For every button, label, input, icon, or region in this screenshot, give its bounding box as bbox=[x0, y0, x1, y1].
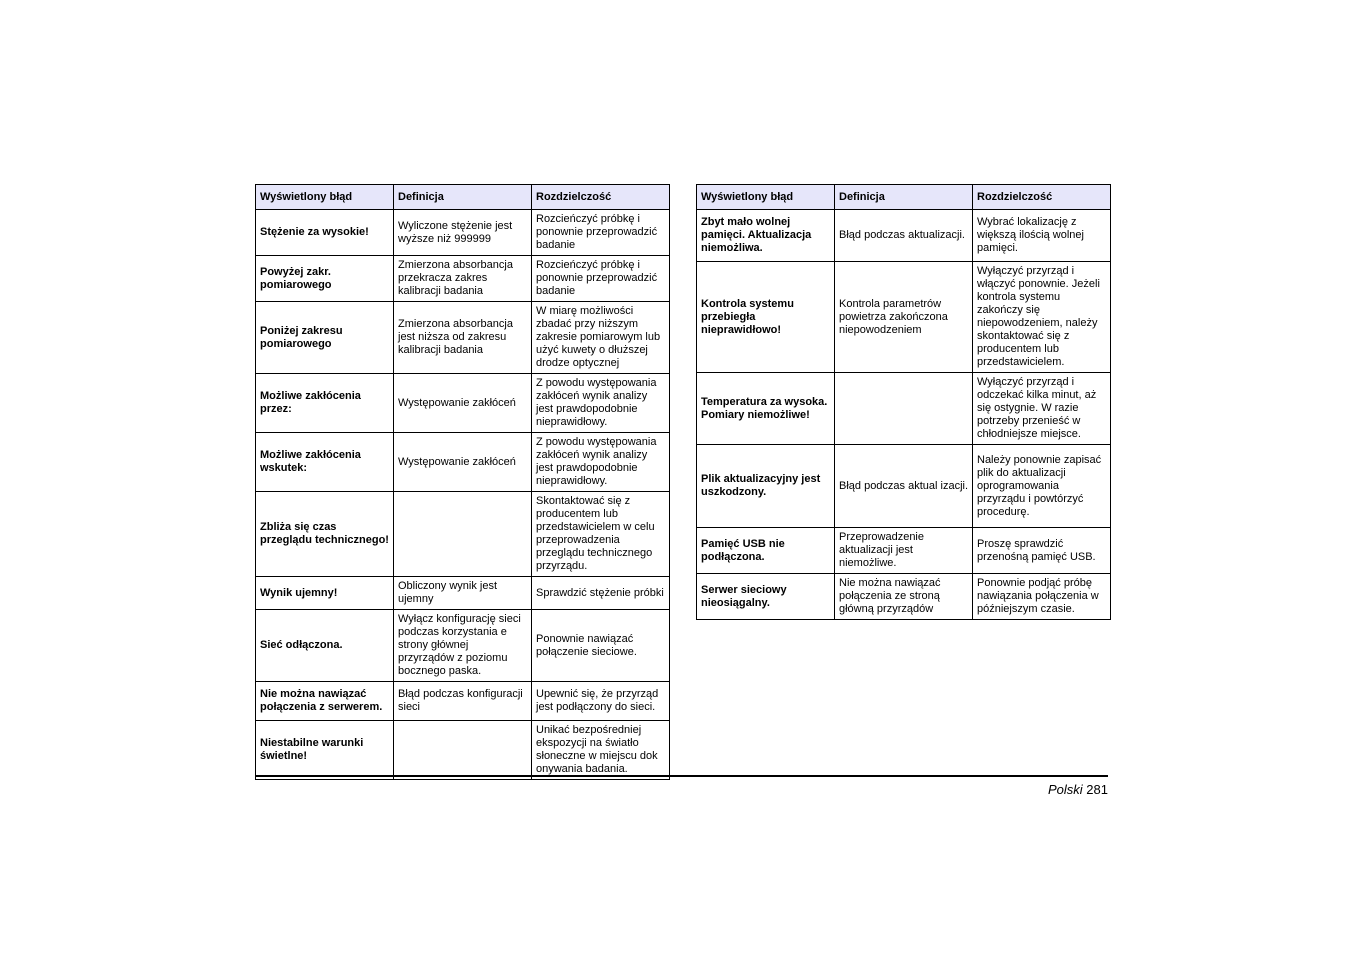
error-cell: Poniżej zakresu pomiarowego bbox=[256, 302, 394, 374]
table-row bbox=[256, 492, 670, 577]
definition-cell: Występowanie zakłóceń bbox=[394, 433, 532, 492]
resolution-cell: W miarę możliwości zbadać przy niższym zakresie pomiarowym lub użyć kuwety o dłuższej drodze optycznej bbox=[532, 302, 670, 374]
definition-cell: Błąd podczas aktual izacji. bbox=[835, 445, 973, 528]
definition-cell: Kontrola parametrów powietrza zakończona niepowodzeniem bbox=[835, 262, 973, 373]
definition-cell: Zmierzona absorbancja przekracza zakres kalibracji badania bbox=[394, 256, 532, 302]
table-row bbox=[256, 302, 670, 374]
resolution-cell: Unikać bezpośredniej ekspozycji na światło słoneczne w miejscu dok onywania badania. bbox=[532, 721, 670, 780]
table-row bbox=[697, 445, 1111, 528]
resolution-cell: Rozcieńczyć próbkę i ponownie przeprowadzić badanie bbox=[532, 210, 670, 256]
error-table-left bbox=[255, 184, 670, 780]
resolution-cell: Ponownie nawiązać połączenie sieciowe. bbox=[532, 610, 670, 682]
error-cell: Możliwe zakłócenia przez: bbox=[256, 374, 394, 433]
error-table-right bbox=[696, 184, 1111, 620]
page-footer bbox=[1048, 782, 1108, 797]
resolution-cell: Wyłączyć przyrząd i odczekać kilka minut, aż się ostygnie. W razie potrzeby przenieść w chłodniejsze miejsce. bbox=[973, 373, 1111, 445]
resolution-cell: Wyłączyć przyrząd i włączyć ponownie. Jeżeli kontrola systemu zakończy się niepowodzeniem, należy skontaktować się z producentem lub przedstawicielem. bbox=[973, 262, 1111, 373]
definition-cell: Błąd podczas aktualizacji. bbox=[835, 210, 973, 262]
resolution-cell: Upewnić się, że przyrząd jest podłączony do sieci. bbox=[532, 682, 670, 721]
table-row bbox=[256, 374, 670, 433]
table-row bbox=[697, 373, 1111, 445]
header-resolution: Rozdzielczość bbox=[532, 185, 670, 210]
header-definition: Definicja bbox=[835, 185, 973, 210]
table-row bbox=[256, 256, 670, 302]
table-row bbox=[697, 262, 1111, 373]
error-cell: Kontrola systemu przebiegła nieprawidłowo! bbox=[697, 262, 835, 373]
definition-cell bbox=[394, 492, 532, 577]
resolution-cell: Z powodu występowania zakłóceń wynik analizy jest prawdopodobnie nieprawidłowy. bbox=[532, 433, 670, 492]
error-cell: Sieć odłączona. bbox=[256, 610, 394, 682]
error-cell: Niestabilne warunki świetlne! bbox=[256, 721, 394, 780]
error-cell: Możliwe zakłócenia wskutek: bbox=[256, 433, 394, 492]
definition-cell: Nie można nawiązać połączenia ze stroną główną przyrządów bbox=[835, 574, 973, 620]
error-cell: Zbyt mało wolnej pamięci. Aktualizacja niemożliwa. bbox=[697, 210, 835, 262]
error-cell: Stężenie za wysokie! bbox=[256, 210, 394, 256]
footer-language: Polski bbox=[1047, 782, 1083, 797]
error-cell: Wynik ujemny! bbox=[256, 577, 394, 610]
definition-cell: Występowanie zakłóceń bbox=[394, 374, 532, 433]
definition-cell: Przeprowadzenie aktualizacji jest niemożliwe. bbox=[835, 528, 973, 574]
definition-cell: Zmierzona absorbancja jest niższa od zakresu kalibracji badania bbox=[394, 302, 532, 374]
error-cell: Serwer sieciowy nieosiągalny. bbox=[697, 574, 835, 620]
error-cell: Powyżej zakr. pomiarowego bbox=[256, 256, 394, 302]
resolution-cell: Z powodu występowania zakłóceń wynik analizy jest prawdopodobnie nieprawidłowy. bbox=[532, 374, 670, 433]
table-row bbox=[697, 210, 1111, 262]
error-cell: Nie można nawiązać połączenia z serwerem. bbox=[256, 682, 394, 721]
error-cell: Temperatura za wysoka. Pomiary niemożliwe! bbox=[697, 373, 835, 445]
table-header-row bbox=[697, 185, 1111, 210]
definition-cell: Wyliczone stężenie jest wyższe niż 999999 bbox=[394, 210, 532, 256]
definition-cell: Błąd podczas konfiguracji sieci bbox=[394, 682, 532, 721]
resolution-cell: Należy ponownie zapisać plik do aktualizacji oprogramowania przyrządu i powtórzyć procedurę. bbox=[973, 445, 1111, 528]
error-cell: Zbliża się czas przeglądu technicznego! bbox=[256, 492, 394, 577]
table-row bbox=[256, 610, 670, 682]
resolution-cell: Rozcieńczyć próbkę i ponownie przeprowadzić badanie bbox=[532, 256, 670, 302]
table-row bbox=[256, 577, 670, 610]
header-resolution: Rozdzielczość bbox=[973, 185, 1111, 210]
footer-divider bbox=[255, 775, 1108, 777]
header-definition: Definicja bbox=[394, 185, 532, 210]
table-header-row bbox=[256, 185, 670, 210]
table-row bbox=[256, 682, 670, 721]
error-cell: Plik aktualizacyjny jest uszkodzony. bbox=[697, 445, 835, 528]
definition-cell: Obliczony wynik jest ujemny bbox=[394, 577, 532, 610]
resolution-cell: Sprawdzić stężenie próbki bbox=[532, 577, 670, 610]
table-row bbox=[256, 210, 670, 256]
table-row bbox=[697, 528, 1111, 574]
error-cell: Pamięć USB nie podłączona. bbox=[697, 528, 835, 574]
definition-cell bbox=[394, 721, 532, 780]
resolution-cell: Ponownie podjąć próbę nawiązania połączenia w późniejszym czasie. bbox=[973, 574, 1111, 620]
resolution-cell: Skontaktować się z producentem lub przedstawicielem w celu przeprowadzenia przeglądu technicznego przyrządu. bbox=[532, 492, 670, 577]
definition-cell bbox=[835, 373, 973, 445]
table-row bbox=[697, 574, 1111, 620]
table-row bbox=[256, 433, 670, 492]
resolution-cell: Proszę sprawdzić przenośną pamięć USB. bbox=[973, 528, 1111, 574]
table-row bbox=[256, 721, 670, 780]
page-number: 281 bbox=[1086, 782, 1108, 797]
header-error: Wyświetlony błąd bbox=[697, 185, 835, 210]
definition-cell: Wyłącz konfigurację sieci podczas korzystania e strony głównej przyrządów z poziomu bocznego paska. bbox=[394, 610, 532, 682]
resolution-cell: Wybrać lokalizację z większą ilością wolnej pamięci. bbox=[973, 210, 1111, 262]
header-error: Wyświetlony błąd bbox=[256, 185, 394, 210]
